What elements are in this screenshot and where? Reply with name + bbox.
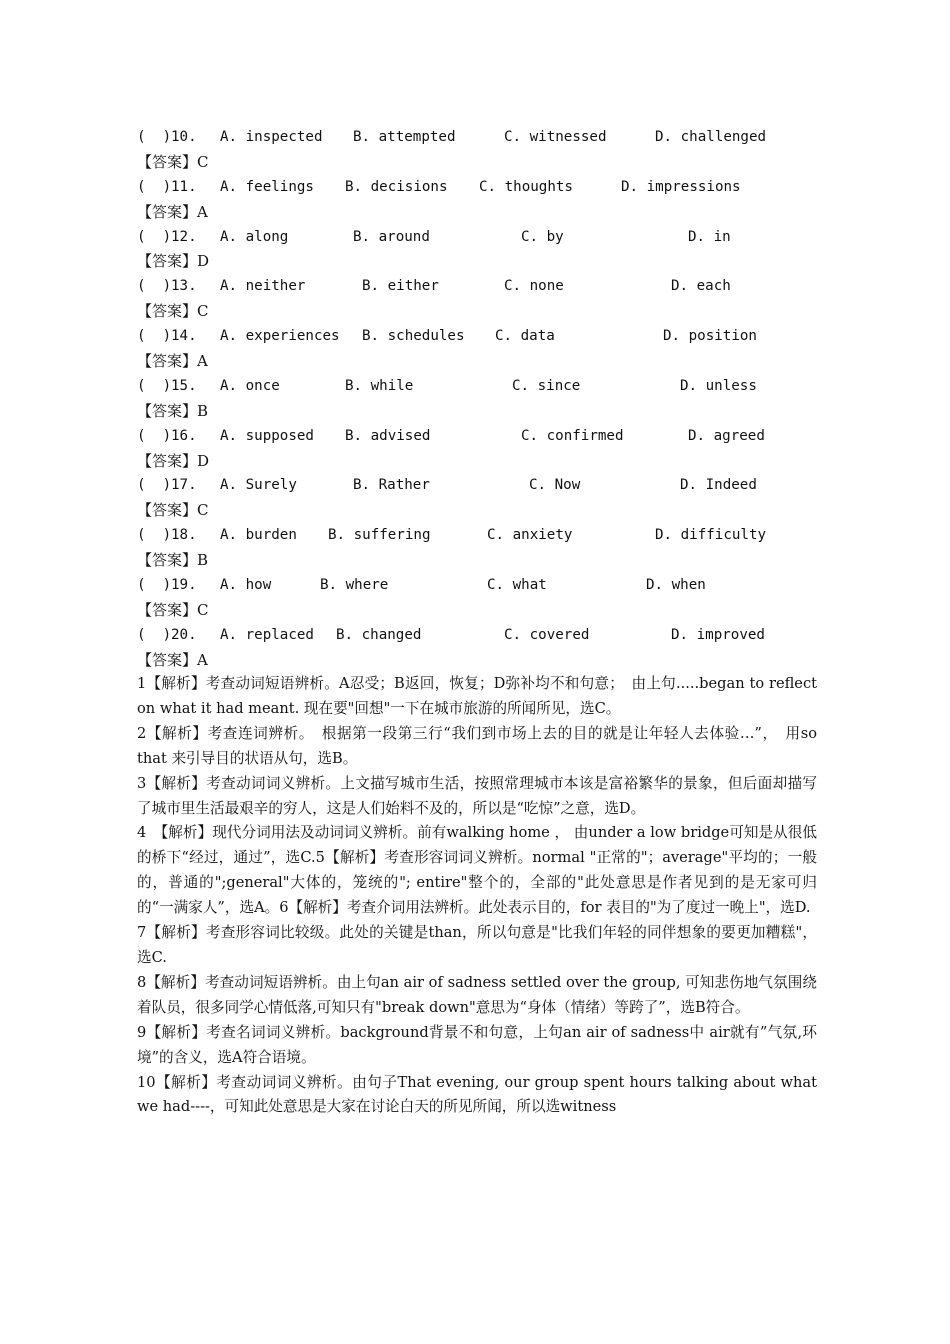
question-number: 14. — [171, 328, 197, 345]
question-line — [137, 473, 837, 498]
answer-blank: ( ) — [137, 427, 172, 444]
answer-blank: ( ) — [137, 228, 172, 245]
option-d: D. each — [671, 278, 731, 295]
option-b: B. advised — [345, 427, 431, 444]
answer-line: 【答案】C — [137, 501, 209, 520]
option-b: B. decisions — [345, 178, 448, 195]
option-c: C. witnessed — [504, 129, 607, 145]
option-b: B. either — [362, 278, 439, 295]
option-c: C. what — [487, 577, 547, 594]
answer-line: 【答案】D — [137, 252, 210, 271]
answer-blank: ( ) — [137, 477, 172, 494]
option-d: D. in — [688, 228, 731, 245]
option-c: C. covered — [504, 626, 590, 643]
explanation-paragraph: 7【解析】考查形容词比较级。此处的关键是than，所以句意是"比我们年轻的同伴想象的要更加糟糕"，选C. — [137, 924, 817, 966]
question-number: 16. — [171, 427, 197, 444]
explanation-paragraph: 9【解析】考查名词词义辨析。background背景不和句意，上句an air of sadness中 air就有”气氛,环境”的含义，选A符合语境。 — [137, 1023, 817, 1066]
option-d: D. Indeed — [680, 477, 757, 494]
option-c: C. confirmed — [521, 427, 624, 444]
explanation-paragraph: 10【解析】考查动词词义辨析。由句子That evening, our group spent hours talking about what we had----，可知此处意思是大家在讨论白天的所见所闻，所以选witness — [137, 1073, 817, 1116]
question-number: 17. — [171, 477, 197, 494]
option-d: D. unless — [680, 377, 757, 394]
option-a: A. supposed — [220, 427, 314, 444]
option-d: D. challenged — [655, 129, 767, 145]
option-d: D. impressions — [621, 178, 741, 195]
question-line — [137, 324, 837, 349]
question-line — [137, 523, 837, 548]
option-b: B. while — [345, 377, 414, 394]
question-list — [137, 125, 837, 673]
option-a: A. feelings — [220, 178, 314, 195]
option-c: C. thoughts — [479, 178, 573, 195]
question-number: 20. — [171, 626, 197, 643]
explanation-paragraph: 3【解析】考查动词词义辨析。上文描写城市生活，按照常理城市本该是富裕繁华的景象，但后面却描写了城市里生活最艰辛的穷人，这是人们始料不及的，所以是“吃惊”之意，选D。 — [137, 774, 817, 817]
option-a: A. Surely — [220, 477, 297, 494]
answer-blank: ( ) — [137, 178, 172, 195]
question-line — [137, 225, 837, 250]
explanation-section — [137, 672, 817, 1120]
answer-line: 【答案】A — [137, 202, 208, 221]
option-b: B. schedules — [362, 328, 465, 345]
option-a: A. along — [220, 228, 289, 245]
option-c: C. since — [512, 377, 581, 394]
question-number: 12. — [171, 228, 197, 245]
answer-line: 【答案】A — [137, 352, 208, 371]
option-b: B. changed — [336, 626, 422, 643]
answer-blank: ( ) — [137, 278, 172, 295]
explanation-paragraph: 1【解析】考查动词短语辨析。A忍受；B返回，恢复；D弥补均不和句意； 由上句.....began to reflect on what it had meant. 现在要"回想"一下在城市旅游的所闻所见，选C。 — [137, 675, 817, 717]
question-number: 13. — [171, 278, 197, 295]
answer-line: 【答案】B — [137, 551, 209, 570]
option-d: D. improved — [671, 626, 765, 643]
answer-blank: ( ) — [137, 377, 172, 394]
option-a: A. experiences — [220, 328, 340, 345]
option-d: D. position — [663, 328, 757, 345]
answer-line: 【答案】A — [137, 650, 208, 669]
question-number: 19. — [171, 577, 197, 594]
question-number: 11. — [171, 178, 197, 195]
answer-line: 【答案】B — [137, 401, 209, 420]
option-b: B. suffering — [328, 527, 431, 544]
option-d: D. when — [646, 577, 706, 594]
answer-line: 【答案】C — [137, 302, 209, 321]
option-b: B. Rather — [353, 477, 430, 494]
option-c: C. Now — [529, 477, 581, 494]
answer-blank: ( ) — [137, 328, 172, 345]
option-b: B. attempted — [353, 129, 456, 145]
option-c: C. data — [495, 328, 555, 345]
question-line — [137, 573, 837, 598]
question-number: 10. — [171, 129, 197, 145]
option-a: A. neither — [220, 278, 306, 295]
explanation-paragraph: 8【解析】考查动词短语辨析。由上句an air of sadness settled over the group, 可知悲伤地气氛围绕着队员，很多同学心情低落,可知只有"break down"意思为“身体（情绪）等跨了”，选B符合。 — [137, 973, 817, 1016]
option-a: A. burden — [220, 527, 297, 544]
question-line — [137, 374, 837, 399]
answer-blank: ( ) — [137, 626, 172, 643]
explanation-paragraph: 4 【解析】现代分词用法及动词词义辨析。前有walking home ， 由under a low bridge可知是从很低的桥下“经过，通过”，选C.5【解析】考查形容词词义辨析。normal "正常的"；average"平均的；一般的，普通的";general"大体的，笼统的"; entire"整个的，全部的"此处意思是作者见到的是无家可归的“一满家人”，选A。6【解析】考查介词用法辨析。此处表示目的，for 表目的"为了度过一晚上"，选D. — [137, 824, 817, 917]
question-line — [137, 424, 837, 449]
question-number: 18. — [171, 527, 197, 544]
question-line — [137, 623, 837, 648]
option-a: A. replaced — [220, 626, 314, 643]
answer-blank: ( ) — [137, 527, 172, 544]
explanation-paragraph: 2【解析】考查连词辨析。 根据第一段第三行“我们到市场上去的目的就是让年轻人去体验…”， 用so that 来引导目的状语从句，选B。 — [137, 724, 817, 767]
question-line — [137, 175, 837, 200]
option-a: A. inspected — [220, 129, 323, 145]
option-d: D. difficulty — [655, 527, 767, 544]
option-b: B. where — [320, 577, 389, 594]
question-line — [137, 125, 837, 150]
answer-blank: ( ) — [137, 129, 172, 145]
option-d: D. agreed — [688, 427, 765, 444]
option-a: A. how — [220, 577, 272, 594]
answer-line: 【答案】C — [137, 600, 209, 619]
option-c: C. anxiety — [487, 527, 573, 544]
question-number: 15. — [171, 377, 197, 394]
option-c: C. none — [504, 278, 564, 295]
option-c: C. by — [521, 228, 564, 245]
answer-blank: ( ) — [137, 577, 172, 594]
option-b: B. around — [353, 228, 430, 245]
option-a: A. once — [220, 377, 280, 394]
answer-line: 【答案】C — [137, 152, 209, 171]
question-line — [137, 274, 837, 299]
answer-line: 【答案】D — [137, 451, 210, 470]
